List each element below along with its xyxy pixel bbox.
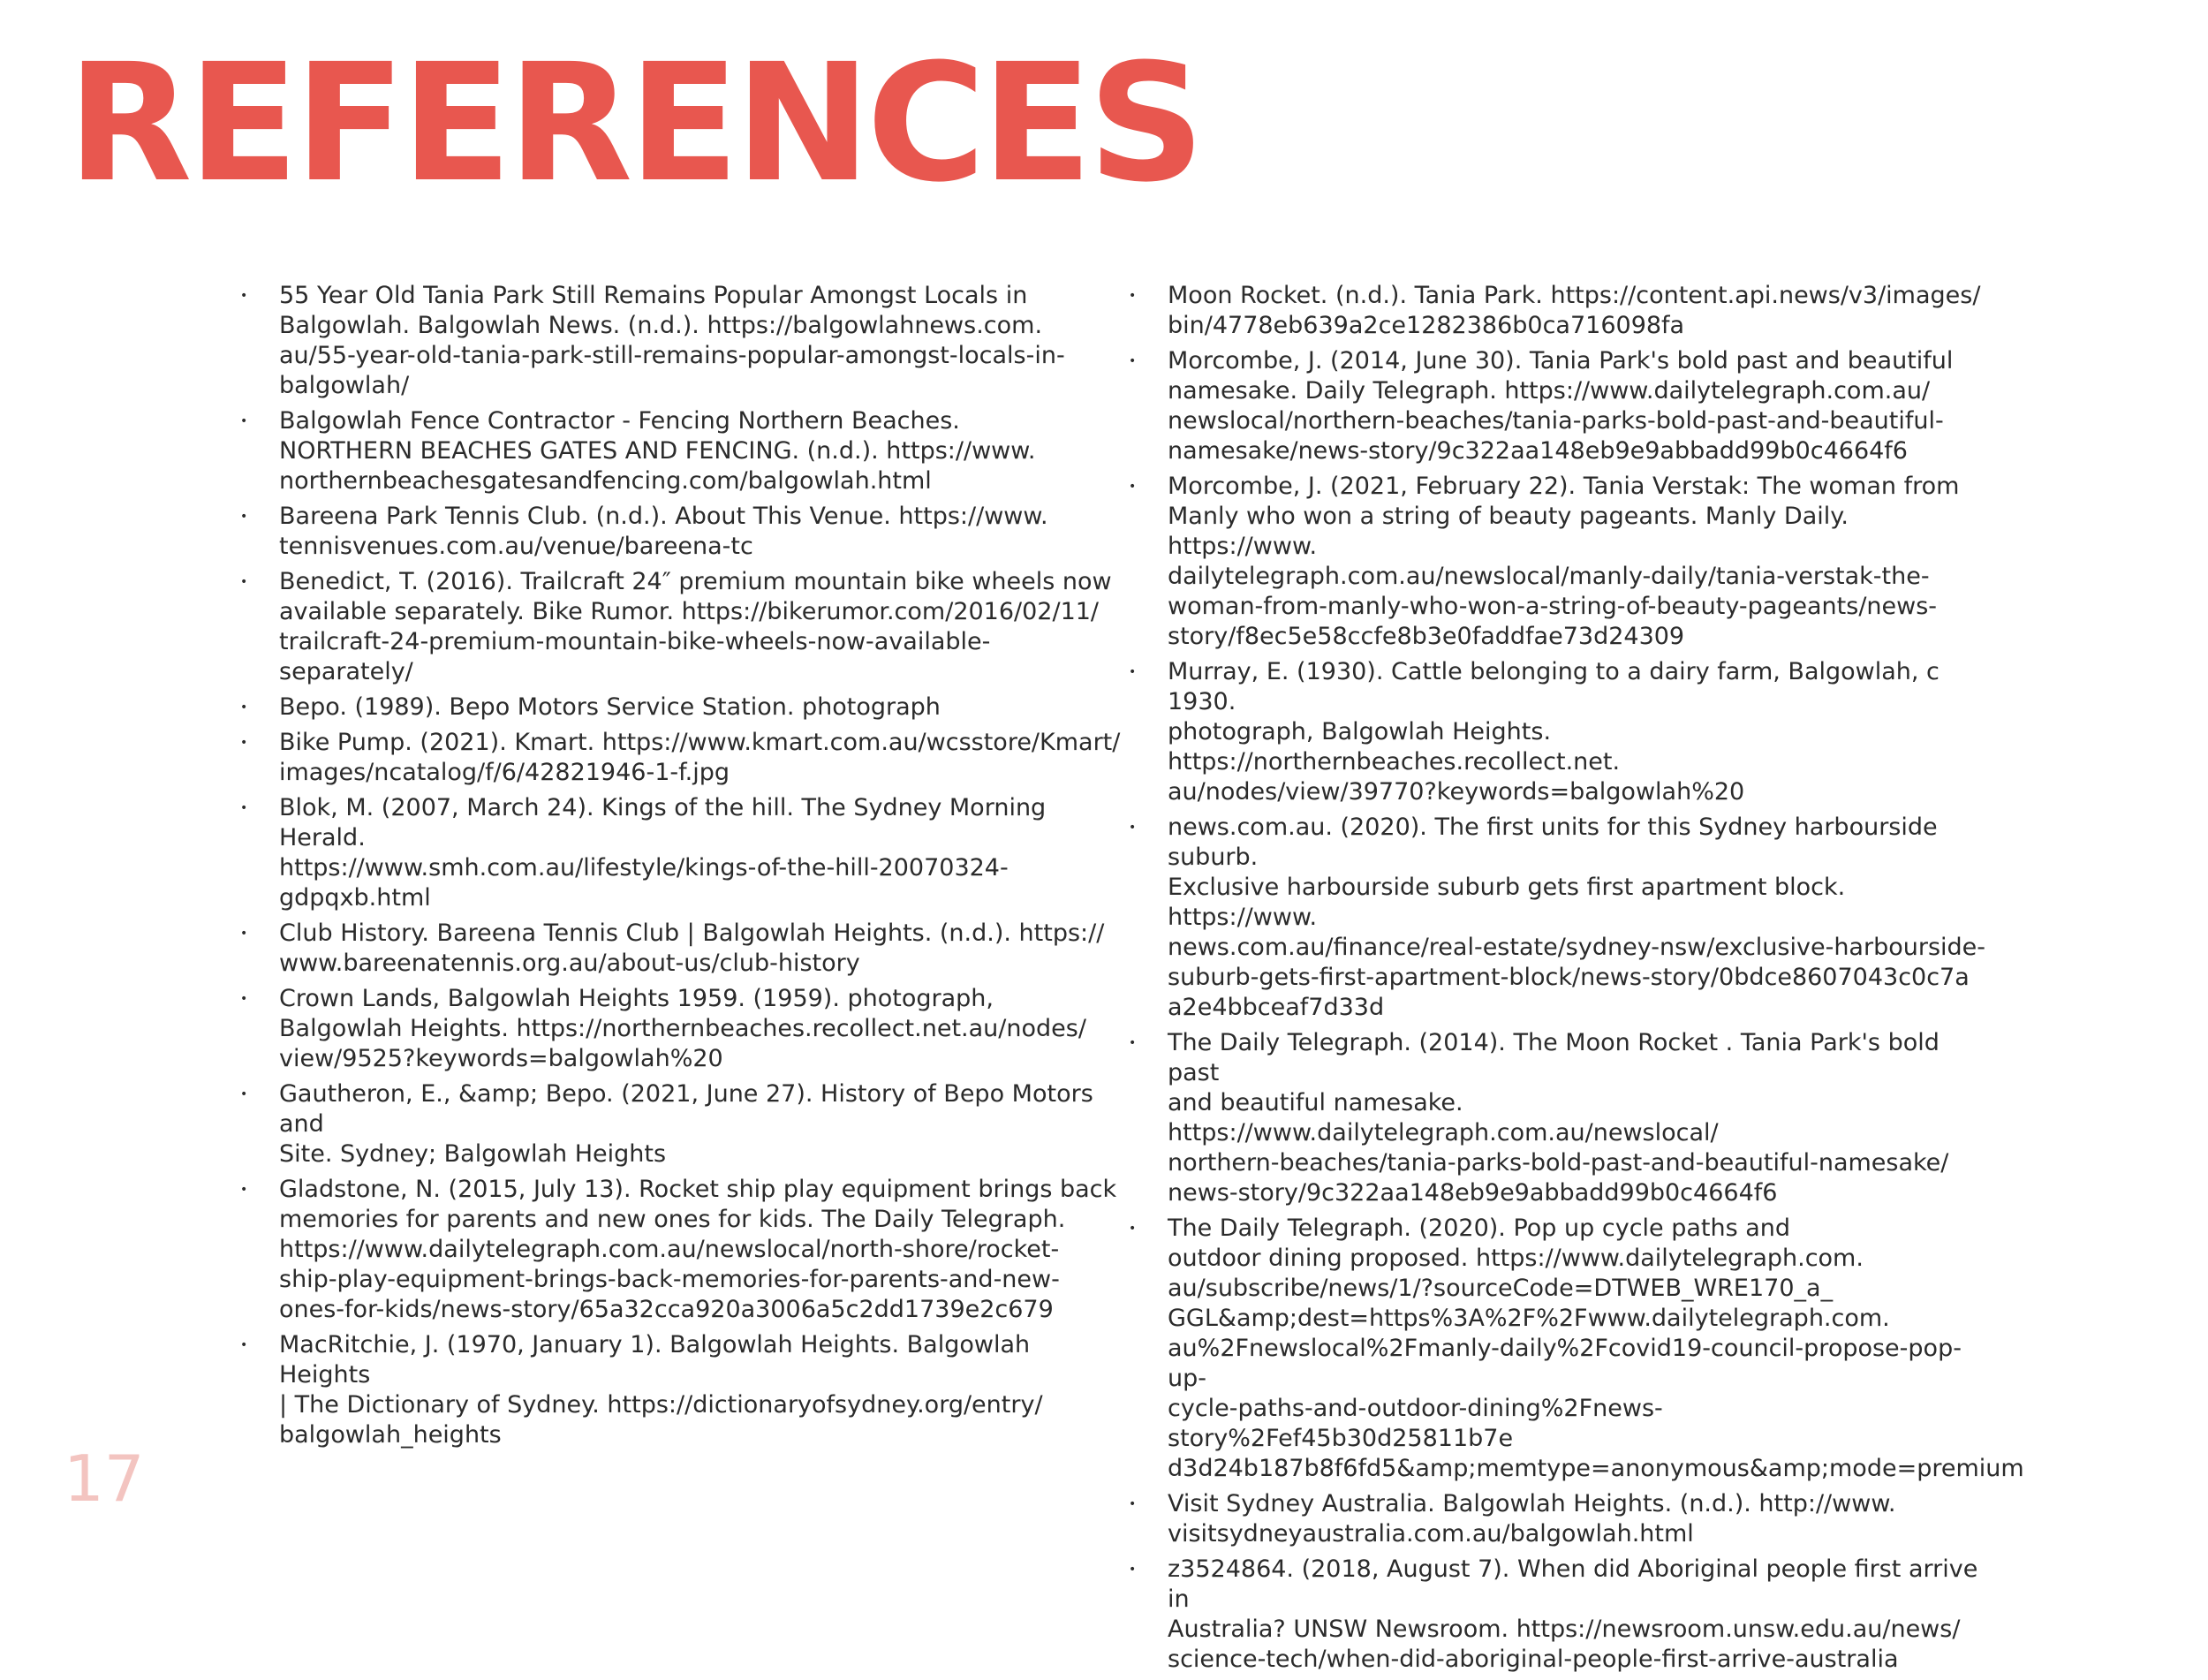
reference-text: Morcombe, J. (2014, June 30). Tania Park's bold past and beautiful namesake. Daily Telegraph. https://www.dailytelegraph.com.au/ newslocal/northern-beaches/tania-parks-bold-past-and-beautiful- namesake/news-story/9c322aa148eb9e9abbadd99b0c4664f6 [1168,347,1954,465]
reference-item [240,692,1123,723]
page-number: 17 [64,1442,145,1516]
bullet-icon: • [240,1183,248,1197]
bullet-icon: • [240,1087,248,1101]
bullet-icon: • [240,927,248,941]
reference-item [240,1330,1123,1450]
reference-text: The Daily Telegraph. (2014). The Moon Rocket . Tania Park's bold past and beautiful namesake. https://www.dailytelegraph.com.au/newslocal/ northern-beaches/tania-parks-bold-past-and-beautiful-namesake/ news-story/9c322aa148eb9e9abbadd99b0c4664f6 [1168,1029,1949,1207]
bullet-icon: • [1129,1036,1137,1050]
reference-text: news.com.au. (2020). The first units for this Sydney harbourside suburb. Exclusive harbourside suburb gets first apartment block. https://www. news.com.au/finance/real-estate/sydney-nsw/exclusive-harbourside- suburb-gets-first-apartment-block/news-story/0bdce8607043c0c7a a2e4bbceaf7d33d [1168,814,1986,1021]
reference-text: The Daily Telegraph. (2020). Pop up cycle paths and outdoor dining proposed. https://www.dailytelegraph.com. au/subscribe/news/1/?sourceCode=DTWEB_WRE170_a_ GGL&amp;dest=https%3A%2F%2Fwww.dailytelegraph.com. au%2Fnewslocal%2Fmanly-daily%2Fcovid19-council-propose-pop-up- cycle-paths-and-outdoor-dining%2Fnews-story%2Fef45b30d25811b7e d3d24b187b8f6fd5&amp;memtype=anonymous&amp;mode=premium [1168,1215,2024,1482]
bullet-icon: • [1129,821,1137,835]
reference-text: Bareena Park Tennis Club. (n.d.). About This Venue. https://www. tennisvenues.com.au/venue/bareena-tc [279,503,1048,560]
page-title: REFERENCES [67,29,1201,218]
reference-text: Blok, M. (2007, March 24). Kings of the hill. The Sydney Morning Herald. https://www.smh.com.au/lifestyle/kings-of-the-hill-20070324- gdpqxb.html [279,794,1047,912]
bullet-icon: • [240,992,248,1006]
reference-item [240,406,1123,496]
reference-text: Bike Pump. (2021). Kmart. https://www.kmart.com.au/wcsstore/Kmart/ images/ncatalog/f/6/42821946-1-f.jpg [279,729,1121,786]
reference-item [240,281,1123,401]
bullet-icon: • [240,414,248,428]
bullet-icon: • [1129,1222,1137,1236]
bullet-icon: • [1129,289,1137,303]
reference-item [1129,1555,1994,1675]
reference-item [240,502,1123,562]
bullet-icon: • [240,736,248,750]
reference-text: Morcombe, J. (2021, February 22). Tania Verstak: The woman from Manly who won a string of beauty pageants. Manly Daily. https://www. dailytelegraph.com.au/newslocal/manly-daily/tania-verstak-the- woman-from-manly-who-won-a-string-of-beauty-pageants/news- story/f8ec5e58ccfe8b3e0faddfae73d24309 [1168,473,1960,650]
reference-text: z3524864. (2018, August 7). When did Aboriginal people first arrive in Australia? UNSW Newsroom. https://newsroom.unsw.edu.au/news/ science-tech/when-did-aboriginal-people-first-arrive-australia [1168,1555,1978,1673]
reference-item [1129,1028,1994,1208]
bullet-icon: • [240,510,248,524]
reference-item [240,728,1123,788]
reference-item [1129,813,1994,1023]
bullet-icon: • [1129,354,1137,368]
bullet-icon: • [240,575,248,589]
reference-item [1129,1214,2024,1484]
reference-text: Moon Rocket. (n.d.). Tania Park. https://content.api.news/v3/images/ bin/4778eb639a2ce1282386b0ca716098fa [1168,282,1981,339]
bullet-icon: • [1129,480,1137,494]
reference-text: Visit Sydney Australia. Balgowlah Heights. (n.d.). http://www. visitsydneyaustralia.com.au/balgowlah.html [1168,1490,1896,1548]
reference-text: MacRitchie, J. (1970, January 1). Balgowlah Heights. Balgowlah Heights | The Dictionary of Sydney. https://dictionaryofsydney.org/entry/ balgowlah_heights [279,1331,1043,1449]
reference-item [1129,281,1994,341]
reference-item [240,919,1123,979]
reference-item [1129,472,1994,652]
bullet-icon: • [240,1338,248,1352]
bullet-icon: • [240,700,248,715]
reference-text: Gladstone, N. (2015, July 13). Rocket ship play equipment brings back memories for parents and new ones for kids. The Daily Telegraph. https://www.dailytelegraph.com.au/newslocal/north-shore/rocket- ship-play-equipment-brings-back-memories-for-parents-and-new- ones-for-kids/news-story/65a32cca920a3006a5c2dd1739e2c679 [279,1176,1117,1323]
reference-item [240,984,1123,1074]
reference-text: 55 Year Old Tania Park Still Remains Popular Amongst Locals in Balgowlah. Balgowlah News. (n.d.). https://balgowlahnews.com. au/55-year-old-tania-park-still-remains-popular-amongst-locals-in- balgowlah/ [279,282,1065,399]
references-left-column [240,281,1123,1456]
reference-text: Benedict, T. (2016). Trailcraft 24″ premium mountain bike wheels now available separately. Bike Rumor. https://bikerumor.com/2016/02/11/ trailcraft-24-premium-mountain-bike-wheels-now-available- separately/ [279,568,1112,685]
reference-text: Gautheron, E., &amp; Bepo. (2021, June 27). History of Bepo Motors and Site. Sydney; Balgowlah Heights [279,1080,1093,1168]
reference-text: Balgowlah Fence Contractor - Fencing Northern Beaches. NORTHERN BEACHES GATES AND FENCING. (n.d.). https://www. northernbeachesgatesandfencing.com/balgowlah.html [279,407,1036,495]
reference-item [240,567,1123,687]
reference-text: Club History. Bareena Tennis Club | Balgowlah Heights. (n.d.). https:// www.bareenatennis.org.au/about-us/club-history [279,919,1105,977]
reference-item [1129,1489,1994,1549]
reference-text: Crown Lands, Balgowlah Heights 1959. (1959). photograph, Balgowlah Heights. https://northernbeaches.recollect.net.au/nodes/ view/9525?keywords=balgowlah%20 [279,985,1086,1072]
reference-item [240,1175,1123,1325]
reference-text: Murray, E. (1930). Cattle belonging to a dairy farm, Balgowlah, c 1930. photograph, Balgowlah Heights. https://northernbeaches.recollect.net. au/nodes/view/39770?keywords=balgowlah%20 [1168,658,1940,806]
reference-item [240,1079,1123,1169]
reference-item [240,793,1123,913]
bullet-icon: • [240,801,248,815]
bullet-icon: • [1129,1497,1137,1511]
bullet-icon: • [1129,1563,1137,1577]
references-right-column [1129,281,2024,1680]
bullet-icon: • [240,289,248,303]
bullet-icon: • [1129,665,1137,679]
reference-text: Bepo. (1989). Bepo Motors Service Station. photograph [279,693,941,721]
reference-item [1129,346,1994,466]
reference-item [1129,657,1994,807]
